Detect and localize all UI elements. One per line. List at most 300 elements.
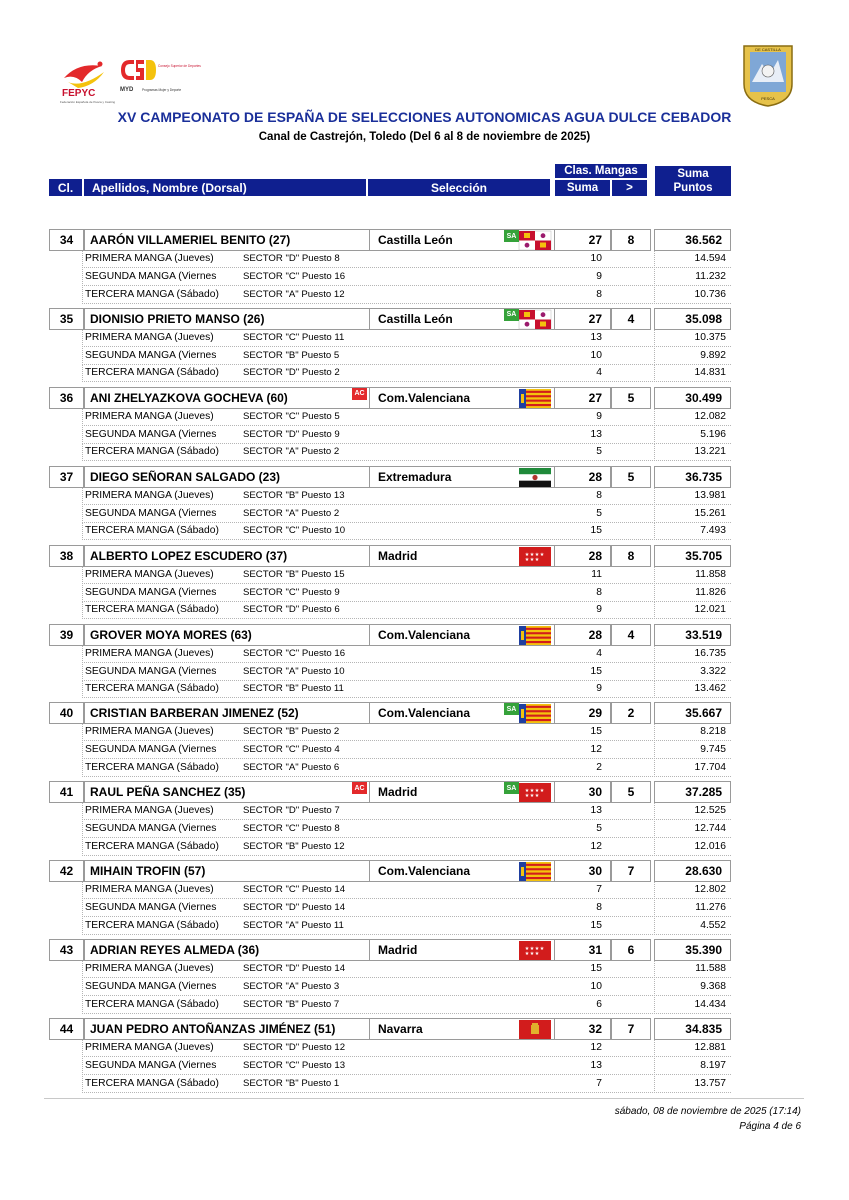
row-divider <box>82 646 83 663</box>
gt-cell: 7 <box>611 860 651 882</box>
row-divider <box>654 997 655 1014</box>
gt-cell: 5 <box>611 466 651 488</box>
row-divider <box>654 882 655 899</box>
competitor-name: AARÓN VILLAMERIEL BENITO (27) <box>84 229 416 251</box>
competitor-block <box>49 229 731 308</box>
manga-points: 11.588 <box>695 963 726 975</box>
row-divider <box>654 724 655 741</box>
manga-position: 8 <box>596 489 602 501</box>
competitor-block <box>49 781 731 860</box>
row-divider <box>654 681 655 698</box>
manga-points: 4.552 <box>700 919 726 931</box>
manga-row <box>82 287 731 304</box>
competitor-block <box>49 308 731 387</box>
row-divider <box>654 488 655 505</box>
competitor-block <box>49 545 731 624</box>
manga-label: PRIMERA MANGA (Jueves) <box>85 331 214 343</box>
manga-points: 3.322 <box>700 665 726 677</box>
row-divider <box>82 427 83 444</box>
seleccion-name: Com.Valenciana <box>378 864 471 879</box>
seleccion-name: Castilla León <box>378 233 453 247</box>
row-divider <box>82 662 731 663</box>
manga-label: SEGUNDA MANGA (Viernes <box>85 349 217 361</box>
row-divider <box>82 330 83 347</box>
competitor-name: RAUL PEÑA SANCHEZ (35) <box>84 781 416 803</box>
gt-cell: 8 <box>611 545 651 567</box>
manga-row <box>82 882 731 899</box>
fepyc-logo <box>58 52 116 106</box>
row-divider <box>654 506 655 523</box>
svg-text:★: ★ <box>529 951 535 958</box>
manga-row <box>82 664 731 681</box>
puntos-cell: 35.705 <box>654 545 731 567</box>
sector-label: SECTOR "B" Puesto 12 <box>243 840 345 852</box>
manga-position: 5 <box>596 446 602 458</box>
rank-cell: 39 <box>49 624 84 646</box>
sector-label: SECTOR "D" Puesto 12 <box>243 1042 346 1053</box>
competitor-row <box>49 781 731 803</box>
manga-row <box>82 523 731 540</box>
manga-label: SEGUNDA MANGA (Viernes <box>85 665 217 677</box>
puntos-cell: 30.499 <box>654 387 731 409</box>
row-divider <box>82 303 731 304</box>
manga-position: 15 <box>590 726 602 738</box>
manga-position: 13 <box>590 331 602 343</box>
manga-label: PRIMERA MANGA (Jueves) <box>85 489 214 501</box>
manga-points: 11.276 <box>695 902 726 914</box>
gt-cell: 4 <box>611 624 651 646</box>
header-suma-puntos <box>655 166 731 196</box>
manga-label: SEGUNDA MANGA (Viernes <box>85 744 217 756</box>
page-subtitle: Canal de Castrejón, Toledo (Del 6 al 8 de noviembre de 2025) <box>258 131 591 143</box>
manga-position: 11 <box>591 568 602 580</box>
sector-label: SECTOR "D" Puesto 14 <box>243 963 346 975</box>
rank-cell: 37 <box>49 466 84 488</box>
row-divider <box>82 381 731 382</box>
rank-cell: 42 <box>49 860 84 882</box>
manga-row <box>82 330 731 347</box>
manga-label: PRIMERA MANGA (Jueves) <box>85 410 214 422</box>
castilla-shield-logo <box>740 44 796 108</box>
svg-text:Consejo Superior de Deportes: Consejo Superior de Deportes <box>158 64 201 68</box>
manga-points: 17.704 <box>694 761 726 773</box>
suma-cell: 27 <box>554 387 611 409</box>
svg-text:★: ★ <box>534 793 540 800</box>
svg-text:Federación Española de Pesca y: Federación Española de Pesca y Casting <box>60 100 116 104</box>
seleccion-name: Navarra <box>378 1022 423 1036</box>
manga-position: 15 <box>590 665 602 677</box>
row-divider <box>654 961 655 978</box>
manga-points: 9.892 <box>700 349 726 361</box>
row-divider <box>82 979 83 996</box>
footer-divider <box>44 1098 804 1099</box>
manga-row <box>82 1040 731 1057</box>
row-divider <box>654 585 655 602</box>
rank-cell: 38 <box>49 545 84 567</box>
manga-label: SEGUNDA MANGA (Viernes <box>85 902 217 914</box>
manga-position: 15 <box>590 525 602 537</box>
manga-points: 15.261 <box>694 507 726 519</box>
row-divider <box>82 977 731 978</box>
row-divider <box>82 681 83 698</box>
sector-label: SECTOR "B" Puesto 2 <box>243 726 340 738</box>
row-divider <box>82 1058 83 1075</box>
manga-points: 12.802 <box>694 884 726 896</box>
header-suma-puntos-2: Puntos <box>673 182 713 194</box>
manga-row <box>82 427 731 444</box>
manga-points: 14.831 <box>694 367 726 379</box>
manga-label: PRIMERA MANGA (Jueves) <box>85 726 214 738</box>
manga-position: 2 <box>596 761 602 773</box>
manga-label: PRIMERA MANGA (Jueves) <box>85 647 214 659</box>
puntos-cell: 35.098 <box>654 308 731 330</box>
puntos-cell: 34.835 <box>654 1018 731 1040</box>
header-seleccion: Selección <box>368 179 550 196</box>
row-divider <box>654 330 655 347</box>
manga-points: 9.368 <box>700 981 726 993</box>
row-divider <box>82 740 731 741</box>
manga-position: 10 <box>590 253 602 264</box>
manga-row <box>82 348 731 365</box>
manga-row <box>82 409 731 426</box>
manga-row <box>82 602 731 619</box>
row-divider <box>654 979 655 996</box>
sector-label: SECTOR "C" Puesto 8 <box>243 823 340 835</box>
manga-position: 9 <box>596 271 602 282</box>
competitor-name: DIONISIO PRIETO MANSO (26) <box>84 308 416 330</box>
competitor-block <box>49 702 731 781</box>
gt-cell: 8 <box>611 229 651 251</box>
manga-position: 10 <box>590 349 602 361</box>
svg-text:★: ★ <box>524 793 530 800</box>
sector-label: SECTOR "C" Puesto 4 <box>243 744 340 756</box>
row-divider <box>82 898 731 899</box>
manga-position: 5 <box>596 507 602 519</box>
manga-row <box>82 251 731 268</box>
row-divider <box>82 539 731 540</box>
row-divider <box>82 934 731 935</box>
svg-text:★: ★ <box>534 946 540 953</box>
suma-cell: 27 <box>554 308 611 330</box>
competitor-row <box>49 387 731 409</box>
manga-row <box>82 760 731 777</box>
sector-label: SECTOR "C" Puesto 9 <box>243 586 340 598</box>
header-suma-puntos-1: Suma <box>677 168 709 180</box>
sector-label: SECTOR "D" Puesto 2 <box>243 367 340 379</box>
manga-row <box>82 724 731 741</box>
row-divider <box>82 742 83 759</box>
region-flag-icon <box>519 626 551 645</box>
row-divider <box>654 664 655 681</box>
row-divider <box>82 839 83 856</box>
rank-cell: 43 <box>49 939 84 961</box>
row-divider <box>82 365 83 382</box>
manga-position: 15 <box>590 963 602 975</box>
manga-label: PRIMERA MANGA (Jueves) <box>85 805 214 817</box>
row-divider <box>82 1040 83 1057</box>
manga-label: SEGUNDA MANGA (Viernes <box>85 586 217 598</box>
row-divider <box>82 251 83 268</box>
manga-label: PRIMERA MANGA (Jueves) <box>85 253 214 264</box>
competitor-row <box>49 308 731 330</box>
header-gt: > <box>612 180 647 196</box>
competitor-block <box>49 860 731 939</box>
competitor-block <box>49 466 731 545</box>
manga-position: 6 <box>596 998 602 1010</box>
manga-points: 9.745 <box>700 744 726 756</box>
row-divider <box>82 882 83 899</box>
sector-label: SECTOR "D" Puesto 6 <box>243 604 340 616</box>
row-divider <box>82 821 83 838</box>
manga-row <box>82 1076 731 1093</box>
manga-row <box>82 269 731 286</box>
header-clas-mangas: Clas. Mangas <box>555 164 647 178</box>
manga-position: 7 <box>596 884 602 896</box>
manga-label: SEGUNDA MANGA (Viernes <box>85 428 217 440</box>
manga-position: 10 <box>590 981 602 993</box>
manga-position: 9 <box>596 604 602 616</box>
ac-badge: AC <box>352 782 367 794</box>
manga-row <box>82 567 731 584</box>
manga-position: 12 <box>590 840 602 852</box>
manga-label: TERCERA MANGA (Sábado) <box>85 919 219 931</box>
sa-badge: SA <box>504 703 519 715</box>
suma-cell: 28 <box>554 545 611 567</box>
row-divider <box>82 618 731 619</box>
manga-label: TERCERA MANGA (Sábado) <box>85 761 219 773</box>
row-divider <box>654 821 655 838</box>
row-divider <box>82 697 731 698</box>
manga-label: TERCERA MANGA (Sábado) <box>85 604 219 616</box>
row-divider <box>82 504 731 505</box>
manga-row <box>82 506 731 523</box>
competitor-name: DIEGO SEÑORAN SALGADO (23) <box>84 466 416 488</box>
svg-text:★: ★ <box>529 551 535 558</box>
sector-label: SECTOR "B" Puesto 5 <box>243 349 340 361</box>
manga-position: 9 <box>596 683 602 694</box>
region-flag-icon <box>519 941 551 960</box>
manga-points: 7.493 <box>700 525 726 537</box>
competitor-row <box>49 466 731 488</box>
manga-row <box>82 821 731 838</box>
suma-cell: 30 <box>554 781 611 803</box>
row-divider <box>654 444 655 461</box>
svg-text:★: ★ <box>524 556 530 563</box>
row-divider <box>654 742 655 759</box>
manga-label: SEGUNDA MANGA (Viernes <box>85 507 217 519</box>
suma-cell: 32 <box>554 1018 611 1040</box>
competitor-row <box>49 702 731 724</box>
manga-row <box>82 900 731 917</box>
row-divider <box>654 1058 655 1075</box>
manga-position: 4 <box>596 367 602 379</box>
svg-text:★: ★ <box>529 788 535 795</box>
sa-badge: SA <box>504 782 519 794</box>
gt-cell: 7 <box>611 1018 651 1040</box>
sector-label: SECTOR "C" Puesto 5 <box>243 410 340 422</box>
manga-points: 14.434 <box>694 998 726 1010</box>
manga-label: TERCERA MANGA (Sábado) <box>85 525 219 537</box>
row-divider <box>82 1013 731 1014</box>
puntos-cell: 36.735 <box>654 466 731 488</box>
header-suma: Suma <box>555 180 610 196</box>
row-divider <box>82 776 731 777</box>
header-cl: Cl. <box>49 179 82 196</box>
sector-label: SECTOR "A" Puesto 2 <box>243 507 340 519</box>
row-divider <box>82 269 83 286</box>
svg-text:★: ★ <box>524 551 530 558</box>
svg-text:★: ★ <box>534 951 540 958</box>
svg-text:★: ★ <box>534 556 540 563</box>
row-divider <box>82 1076 83 1093</box>
manga-points: 10.375 <box>694 331 726 343</box>
competitor-block <box>49 1018 731 1097</box>
row-divider <box>654 251 655 268</box>
manga-label: TERCERA MANGA (Sábado) <box>85 446 219 458</box>
suma-cell: 27 <box>554 229 611 251</box>
sector-label: SECTOR "A" Puesto 6 <box>243 761 340 773</box>
manga-position: 12 <box>590 1042 602 1053</box>
manga-position: 8 <box>596 586 602 598</box>
region-flag-icon <box>519 704 551 723</box>
competitor-row <box>49 624 731 646</box>
row-divider <box>654 646 655 663</box>
competitor-row <box>49 229 731 251</box>
rank-cell: 34 <box>49 229 84 251</box>
row-divider <box>82 409 83 426</box>
manga-points: 10.736 <box>694 288 726 300</box>
manga-row <box>82 979 731 996</box>
manga-points: 13.981 <box>694 489 726 501</box>
manga-row <box>82 365 731 382</box>
competitor-block <box>49 387 731 466</box>
manga-points: 12.525 <box>694 805 726 817</box>
sector-label: SECTOR "C" Puesto 13 <box>243 1060 346 1071</box>
manga-label: TERCERA MANGA (Sábado) <box>85 998 219 1010</box>
row-divider <box>82 918 83 935</box>
manga-points: 12.744 <box>694 823 726 835</box>
svg-text:DE CASTILLA: DE CASTILLA <box>755 47 781 52</box>
manga-position: 13 <box>590 1060 602 1071</box>
puntos-cell: 35.667 <box>654 702 731 724</box>
gt-cell: 6 <box>611 939 651 961</box>
row-divider <box>654 918 655 935</box>
suma-cell: 31 <box>554 939 611 961</box>
svg-text:★: ★ <box>524 951 530 958</box>
row-divider <box>654 839 655 856</box>
manga-points: 11.858 <box>695 568 726 580</box>
suma-cell: 30 <box>554 860 611 882</box>
manga-points: 12.021 <box>694 604 726 616</box>
sector-label: SECTOR "B" Puesto 7 <box>243 998 340 1010</box>
svg-text:★: ★ <box>529 946 535 953</box>
manga-label: TERCERA MANGA (Sábado) <box>85 683 219 694</box>
sector-label: SECTOR "D" Puesto 8 <box>243 253 340 264</box>
header-nombre: Apellidos, Nombre (Dorsal) <box>84 179 366 196</box>
puntos-cell: 36.562 <box>654 229 731 251</box>
svg-text:★: ★ <box>524 946 530 953</box>
footer-date: sábado, 08 de noviembre de 2025 (17:14) <box>614 1106 801 1117</box>
manga-position: 12 <box>590 744 602 756</box>
seleccion-name: Madrid <box>378 943 418 958</box>
manga-row <box>82 742 731 759</box>
row-divider <box>82 664 83 681</box>
suma-cell: 29 <box>554 702 611 724</box>
row-divider <box>654 900 655 917</box>
row-divider <box>654 567 655 584</box>
row-divider <box>82 724 83 741</box>
manga-points: 8.197 <box>700 1060 726 1071</box>
row-divider <box>82 1056 731 1057</box>
manga-row <box>82 1058 731 1075</box>
rank-cell: 36 <box>49 387 84 409</box>
manga-row <box>82 839 731 856</box>
manga-label: SEGUNDA MANGA (Viernes <box>85 1060 217 1071</box>
manga-label: TERCERA MANGA (Sábado) <box>85 1077 219 1089</box>
manga-label: PRIMERA MANGA (Jueves) <box>85 1042 214 1053</box>
row-divider <box>82 997 83 1014</box>
manga-position: 8 <box>596 288 602 300</box>
seleccion-name: Com.Valenciana <box>378 706 471 721</box>
manga-row <box>82 444 731 461</box>
row-divider <box>654 602 655 619</box>
manga-row <box>82 961 731 978</box>
row-divider <box>654 365 655 382</box>
gt-cell: 2 <box>611 702 651 724</box>
manga-points: 11.232 <box>695 271 726 282</box>
manga-row <box>82 488 731 505</box>
region-flag-icon <box>519 389 551 408</box>
competitor-block <box>49 624 731 703</box>
svg-text:★: ★ <box>539 946 545 953</box>
row-divider <box>82 348 83 365</box>
sa-badge: SA <box>504 309 519 321</box>
competitor-row <box>49 1018 731 1040</box>
manga-points: 12.082 <box>694 410 726 422</box>
competitor-row <box>49 860 731 882</box>
puntos-cell: 33.519 <box>654 624 731 646</box>
sector-label: SECTOR "A" Puesto 10 <box>243 665 345 677</box>
manga-points: 16.735 <box>694 647 726 659</box>
manga-row <box>82 585 731 602</box>
manga-position: 4 <box>596 647 602 659</box>
row-divider <box>82 506 83 523</box>
svg-text:PESCA: PESCA <box>761 96 775 101</box>
manga-position: 9 <box>596 410 602 422</box>
sector-label: SECTOR "C" Puesto 10 <box>243 525 346 537</box>
sa-badge: SA <box>504 230 519 242</box>
region-flag-icon <box>519 231 551 250</box>
svg-text:★: ★ <box>534 551 540 558</box>
svg-text:★: ★ <box>539 551 545 558</box>
row-divider <box>82 961 83 978</box>
sector-label: SECTOR "B" Puesto 15 <box>243 568 345 580</box>
seleccion-name: Castilla León <box>378 311 453 326</box>
manga-position: 7 <box>596 1077 602 1089</box>
seleccion-name: Madrid <box>378 548 418 563</box>
manga-label: TERCERA MANGA (Sábado) <box>85 367 219 379</box>
svg-text:MYD: MYD <box>120 87 134 93</box>
row-divider <box>82 425 731 426</box>
row-divider <box>654 523 655 540</box>
manga-row <box>82 997 731 1014</box>
rank-cell: 35 <box>49 308 84 330</box>
row-divider <box>82 488 83 505</box>
sector-label: SECTOR "C" Puesto 16 <box>243 271 346 282</box>
competitor-row <box>49 939 731 961</box>
suma-cell: 28 <box>554 466 611 488</box>
row-divider <box>82 346 731 347</box>
